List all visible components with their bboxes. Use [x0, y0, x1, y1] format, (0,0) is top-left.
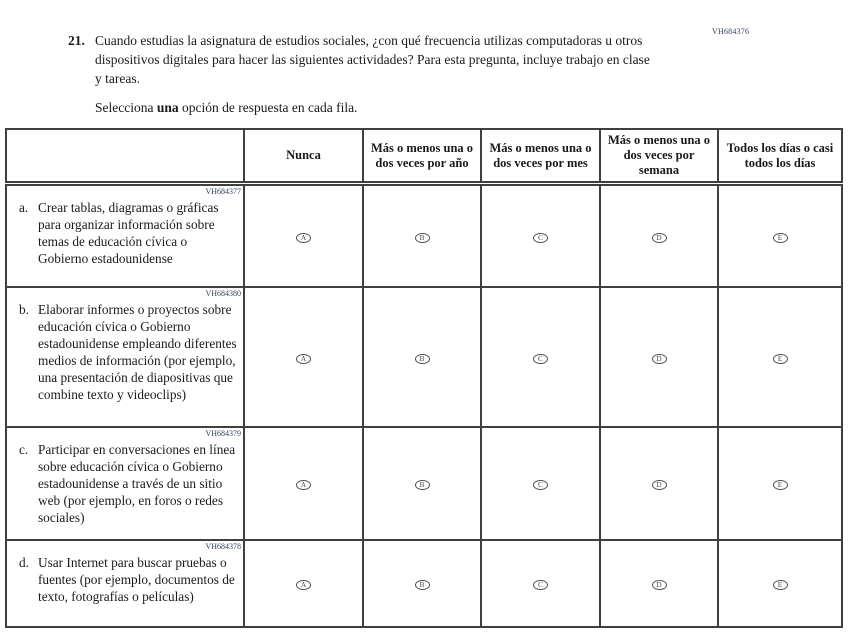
response-bubble-d-option-c[interactable]: C	[533, 580, 548, 590]
table-row-b	[6, 287, 842, 427]
instruction-bold-word: una	[156, 100, 179, 115]
response-cell	[718, 184, 842, 287]
response-cell	[481, 427, 600, 540]
header-col-week: Más o menos una o dos veces por semana	[600, 129, 718, 184]
table-row-a	[6, 184, 842, 287]
response-cell	[718, 427, 842, 540]
row-stem	[6, 287, 244, 427]
response-cell	[363, 540, 481, 627]
response-bubble-c-option-b[interactable]: B	[415, 480, 430, 490]
response-bubble-b-option-b[interactable]: B	[415, 354, 430, 364]
header-col-month: Más o menos una o dos veces por mes	[481, 129, 600, 184]
table-header-row	[6, 129, 842, 184]
header-stem-cell-empty	[6, 129, 244, 184]
item-code: VH684379	[205, 428, 241, 438]
question-instruction	[95, 98, 668, 117]
item-text: Participar en conversaciones en línea sobre educación cívica o Gobierno estadounidense a través de un sitio web (por ejemplo, en foros o redes sociales)	[38, 441, 236, 525]
question-block	[68, 31, 668, 117]
response-bubble-b-option-d[interactable]: D	[652, 354, 667, 364]
response-cell	[481, 184, 600, 287]
response-cell	[363, 184, 481, 287]
instruction-suffix: opción de respuesta en cada fila.	[178, 100, 358, 115]
response-cell	[600, 184, 718, 287]
response-cell	[244, 540, 363, 627]
row-stem	[6, 427, 244, 540]
response-bubble-c-option-e[interactable]: E	[773, 480, 788, 490]
response-cell	[718, 540, 842, 627]
response-bubble-d-option-b[interactable]: B	[415, 580, 430, 590]
row-stem	[6, 184, 244, 287]
response-bubble-d-option-a[interactable]: A	[296, 580, 311, 590]
response-bubble-a-option-e[interactable]: E	[773, 233, 788, 243]
response-cell	[363, 287, 481, 427]
response-cell	[363, 427, 481, 540]
row-stem	[6, 540, 244, 627]
response-cell	[244, 287, 363, 427]
header-col-daily: Todos los días o casi todos los días	[718, 129, 842, 184]
response-cell	[481, 540, 600, 627]
response-bubble-a-option-a[interactable]: A	[296, 233, 311, 243]
form-code: VH684376	[712, 27, 750, 36]
table-row-c	[6, 427, 842, 540]
header-col-year: Más o menos una o dos veces por año	[363, 129, 481, 184]
table-row-d	[6, 540, 842, 627]
item-letter: b.	[19, 301, 29, 317]
response-matrix-table	[5, 128, 843, 628]
item-code: VH684377	[205, 187, 241, 196]
response-bubble-b-option-e[interactable]: E	[773, 354, 788, 364]
item-letter: d.	[19, 554, 29, 570]
response-cell	[600, 427, 718, 540]
item-code: VH684378	[205, 541, 241, 551]
response-bubble-a-option-d[interactable]: D	[652, 233, 667, 243]
response-bubble-c-option-a[interactable]: A	[296, 480, 311, 490]
item-text: Usar Internet para buscar pruebas o fuentes (por ejemplo, documentos de texto, fotografías o películas)	[38, 554, 235, 604]
response-bubble-a-option-c[interactable]: C	[533, 233, 548, 243]
response-cell	[718, 287, 842, 427]
item-letter: c.	[19, 441, 29, 457]
question-number: 21.	[68, 33, 85, 48]
response-bubble-c-option-c[interactable]: C	[533, 480, 548, 490]
response-bubble-d-option-d[interactable]: D	[652, 580, 667, 590]
response-bubble-a-option-b[interactable]: B	[415, 233, 430, 243]
item-text: Crear tablas, diagramas o gráficas para organizar información sobre temas de educación cívica o Gobierno estadounidense	[38, 200, 219, 266]
item-letter: a.	[19, 200, 29, 215]
response-cell	[600, 287, 718, 427]
response-bubble-b-option-a[interactable]: A	[296, 354, 311, 364]
response-bubble-d-option-e[interactable]: E	[773, 580, 788, 590]
item-code: VH684380	[205, 288, 241, 298]
item-text: Elaborar informes o proyectos sobre educación cívica o Gobierno estadounidense empleando diferentes medios de información (por ejemplo, una presentación de diapositivas que combine texto y videoclips)	[38, 301, 237, 402]
question-text: Cuando estudias la asignatura de estudios sociales, ¿con qué frecuencia utilizas computadoras u otros dispositivos digitales para hacer las siguientes actividades? Para esta pregunta, incluye trabajo en clase y tareas.	[95, 33, 650, 86]
response-cell	[600, 540, 718, 627]
response-cell	[244, 184, 363, 287]
response-bubble-b-option-c[interactable]: C	[533, 354, 548, 364]
response-cell	[481, 287, 600, 427]
response-bubble-c-option-d[interactable]: D	[652, 480, 667, 490]
header-col-nunca: Nunca	[244, 129, 363, 184]
instruction-prefix: Selecciona	[95, 100, 157, 115]
response-cell	[244, 427, 363, 540]
